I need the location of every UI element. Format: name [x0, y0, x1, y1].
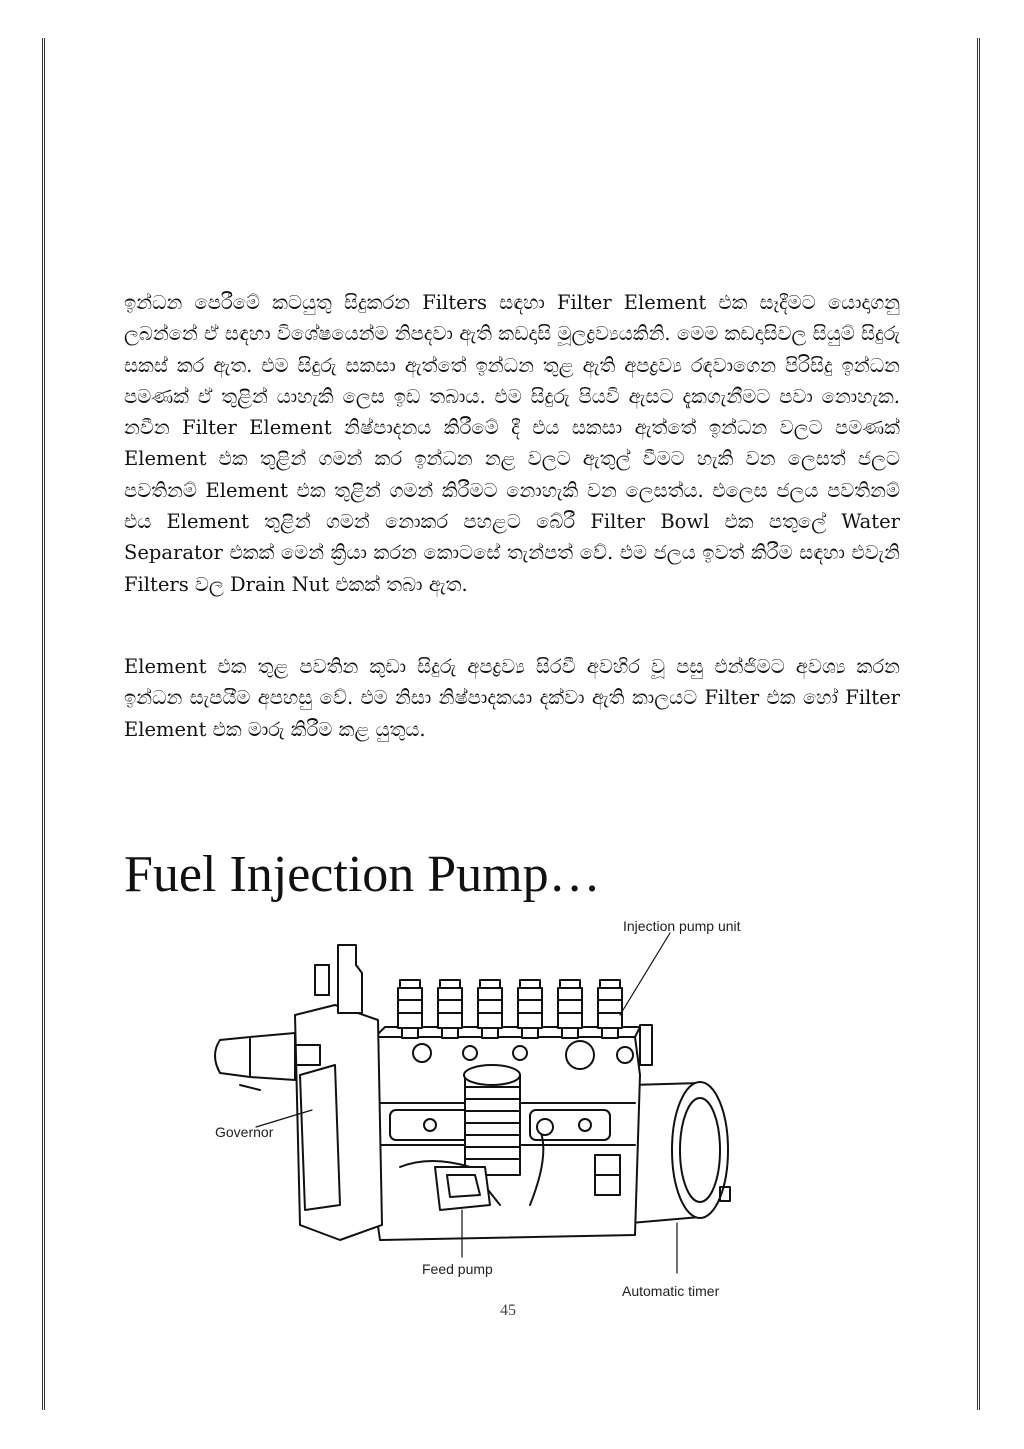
delivery-valves	[398, 980, 622, 1038]
automatic-timer-drum	[630, 1082, 730, 1223]
page-number: 45	[500, 1302, 516, 1319]
label-injection-pump-unit: Injection pump unit	[623, 918, 741, 934]
label-automatic-timer: Automatic timer	[622, 1283, 720, 1299]
page-border-left	[42, 38, 45, 1410]
page-border-right	[977, 38, 980, 1410]
paragraph-fuel-filter-element: ඉන්ධන පෙරීමේ කටයුතු සිදුකරන Filters සඳහා Filter Element එක සෑදීමට යොදාගනු ලබන්නේ ඒ සඳහා විශේෂයෙන්ම නිපදවා ඇති කඩදාසි මූලද්‍රව්‍යයකිනි. මෙම කඩදාසිවල සියුම් සිදුරු සකස් කර ඇත. එම සිදුරු සකසා ඇත්තේ ඉන්ධන තුළ ඇති අපද්‍රව්‍ය රඳවාගෙන පිරිසිදු ඉන්ධන පමණක් ඒ තුළින් යාහැකි ලෙස ඉඩ තබාය. එම සිදුරු පියවි ඇසට දැකගැනීමට පවා නොහැක. නවීන Filter Element නිෂ්පාදනය කිරීමේ දී එය සකසා ඇත්තේ ඉන්ධන වලට පමණක් Element එක තුළින් ගමන් කර ඉන්ධන නළ වලට ඇතුල් වීමට හැකි වන ලෙසත් ජලට පවතිනම් Element එක තුළින් ගමන් කිරීමට නොහැකි වන ලෙසත්ය. එලෙස ජලය පවතිනම් එය Element තුළින් ගමන් නොකර පහළට බේරී Filter Bowl එක පතුලේ Water Separator එකක් මෙන් ක්‍රියා කරන කොටසේ තැන්පත් වේ. එම ජලය ඉවත් කිරීම සඳහා එවැනි Filters වල Drain Nut එකක් තබා ඇත.	[124, 291, 900, 596]
section-heading: Fuel Injection Pump…	[124, 846, 601, 903]
label-governor: Governor	[215, 1124, 274, 1140]
governor-housing	[215, 945, 382, 1240]
label-feed-pump: Feed pump	[422, 1261, 493, 1277]
paragraph-filter-replacement: Element එක තුළ පවතින කුඩා සිදුරු අපද්‍රව්‍ය සිරවී අවහිර වූ පසු එන්ජිමට අවශ්‍ය කරන ඉන්ධන සැපයීම අපහසු වේ. එම නිසා නිෂ්පාදකයා දක්වා ඇති කාලයට Filter එක හෝ Filter Element එක මාරු කිරීම කළ යුතුය.	[124, 655, 900, 741]
injection-pump-diagram	[200, 905, 780, 1310]
